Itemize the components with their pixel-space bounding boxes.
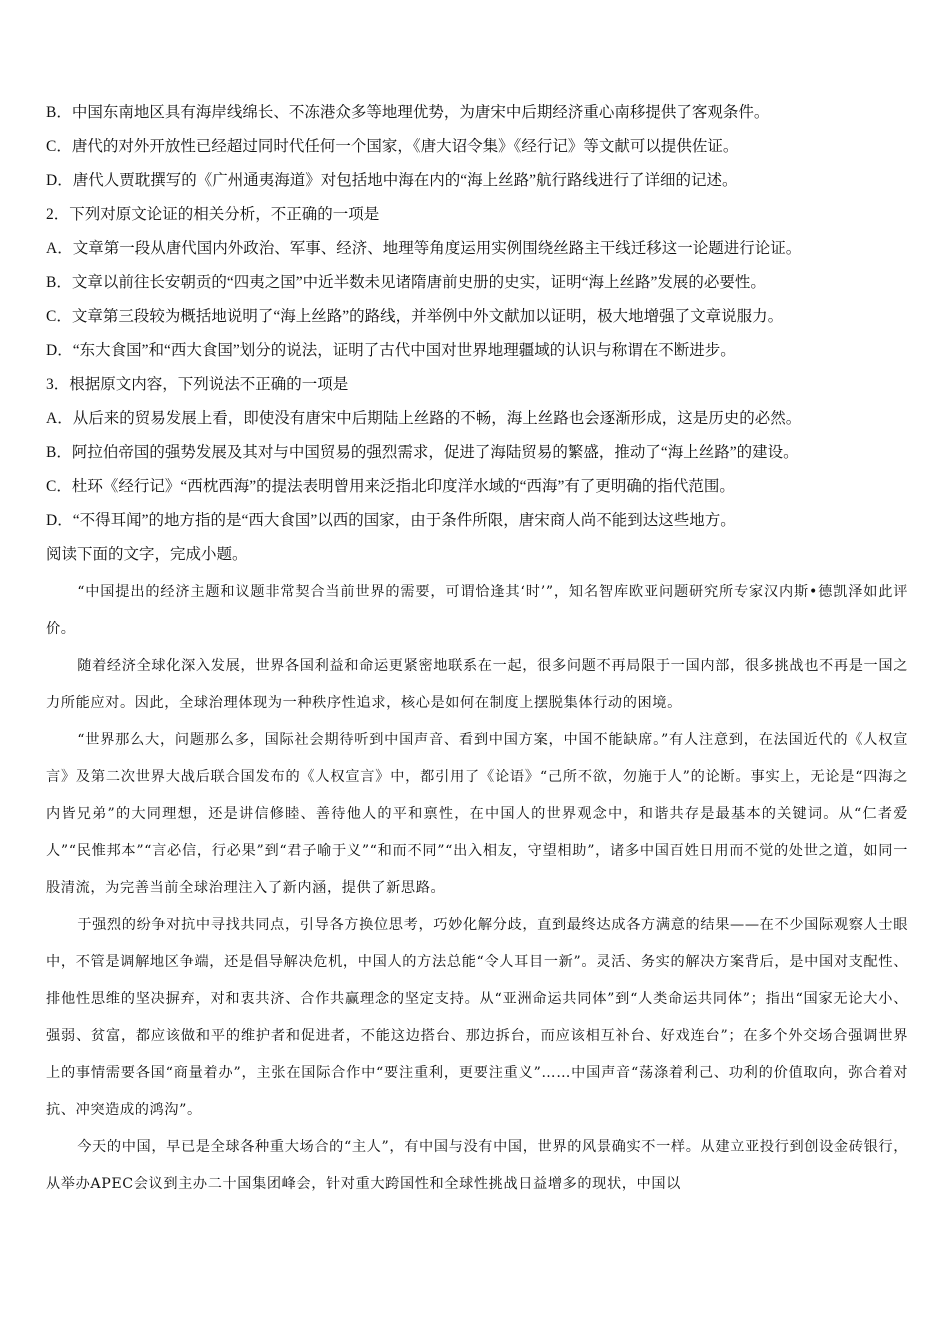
passage-paragraph: “世界那么大，问题那么多，国际社会期待听到中国声音、看到中国方案，中国不能缺席。”有人注意到，在法国近代的《人权宣言》及第二次世界大战后联合国发布的《人权宣言》中，都引用了《论语》“己所不欲，勿施于人”的论断。事实上，无论是“四海之内皆兄弟”的大同理想，还是讲信修睦、善待他人的平和禀性，在中国人的世界观念中，和谐共存是最基本的关键词。从“仁者爱人”“民惟邦本”“言必信，行必果”到“君子喻于义”“和而不同”“出入相友，守望相助”，诸多中国百姓日用而不觉的处世之道，如同一股清流，为完善当前全球治理注入了新内涵，提供了新思路。 [46, 732, 908, 896]
passage-paragraph: 随着经济全球化深入发展，世界各国利益和命运更紧密地联系在一起，很多问题不再局限于一国内部，很多挑战也不再是一国之力所能应对。因此，全球治理体现为一种秩序性追求，核心是如何在制度上摆脱集体行动的困境。 [46, 658, 908, 711]
option-line: B．中国东南地区具有海岸线绵长、不冻港众多等地理优势，为唐宋中后期经济重心南移提供了客观条件。 [46, 104, 770, 121]
option-line: D．“不得耳闻”的地方指的是“西大食国”以西的国家，由于条件所限，唐宋商人尚不能到达这些地方。 [46, 512, 736, 529]
reading-instruction: 阅读下面的文字，完成小题。 [46, 546, 248, 563]
option-line: B．文章以前往长安朝贡的“四夷之国”中近半数未见诸隋唐前史册的史实，证明“海上丝路”发展的必要性。 [46, 274, 766, 291]
option-line: D．“东大食国”和“西大食国”划分的说法，证明了古代中国对世界地理疆域的认识与称谓在不断进步。 [46, 342, 736, 359]
question-options [46, 96, 908, 572]
option-line: C．唐代的对外开放性已经超过同时代任何一个国家，《唐大诏令集》《经行记》等文献可以提供佐证。 [46, 138, 739, 155]
question-stem: 2．下列对原文论证的相关分析，不正确的一项是 [46, 206, 380, 223]
option-line: C．文章第三段较为概括地说明了“海上丝路”的路线，并举例中外文献加以证明，极大地增强了文章说服力。 [46, 308, 784, 325]
option-line: A．文章第一段从唐代国内外政治、军事、经济、地理等角度运用实例围绕丝路主干线迁移这一论题进行论证。 [46, 240, 802, 257]
option-line: B．阿拉伯帝国的强势发展及其对与中国贸易的强烈需求，促进了海陆贸易的繁盛，推动了“海上丝路”的建设。 [46, 444, 799, 461]
passage-paragraph: “中国提出的经济主题和议题非常契合当前世界的需要，可谓恰逢其‘时’”，知名智库欧亚问题研究所专家汉内斯•德凯泽如此评价。 [46, 584, 908, 637]
passage-paragraph: 今天的中国，早已是全球各种重大场合的“主人”，有中国与没有中国，世界的风景确实不一样。从建立亚投行到创设金砖银行，从举办APEC会议到主办二十国集团峰会，针对重大跨国性和全球性挑战日益增多的现状，中国以 [46, 1139, 908, 1192]
question-stem: 3．根据原文内容，下列说法不正确的一项是 [46, 376, 349, 393]
option-line: A．从后来的贸易发展上看，即使没有唐宋中后期陆上丝路的不畅，海上丝路也会逐渐形成，这是历史的必然。 [46, 410, 802, 427]
passage-paragraph: 于强烈的纷争对抗中寻找共同点，引导各方换位思考，巧妙化解分歧，直到最终达成各方满意的结果——在不少国际观察人士眼中，不管是调解地区争端，还是倡导解决危机，中国人的方法总能“令人耳目一新”。灵活、务实的解决方案背后，是中国对支配性、排他性思维的坚决摒弃，对和衷共济、合作共赢理念的坚定支持。从“亚洲命运共同体”到“人类命运共同体”；指出“国家无论大小、强弱、贫富，都应该做和平的维护者和促进者，不能这边搭台、那边拆台，而应该相互补台、好戏连台”；在多个外交场合强调世界上的事情需要各国“商量着办”，主张在国际合作中“要注重利，更要注重义”……中国声音“荡涤着利己、功利的价值取向，弥合着对抗、冲突造成的鸿沟”。 [46, 917, 908, 1118]
document-page [46, 96, 908, 1203]
option-line: D．唐代人贾耽撰写的《广州通夷海道》对包括地中海在内的“海上丝路”航行路线进行了详细的记述。 [46, 172, 738, 189]
reading-passage [46, 574, 908, 1203]
option-line: C．杜环《经行记》“西枕西海”的提法表明曾用来泛指北印度洋水域的“西海”有了更明确的指代范围。 [46, 478, 735, 495]
